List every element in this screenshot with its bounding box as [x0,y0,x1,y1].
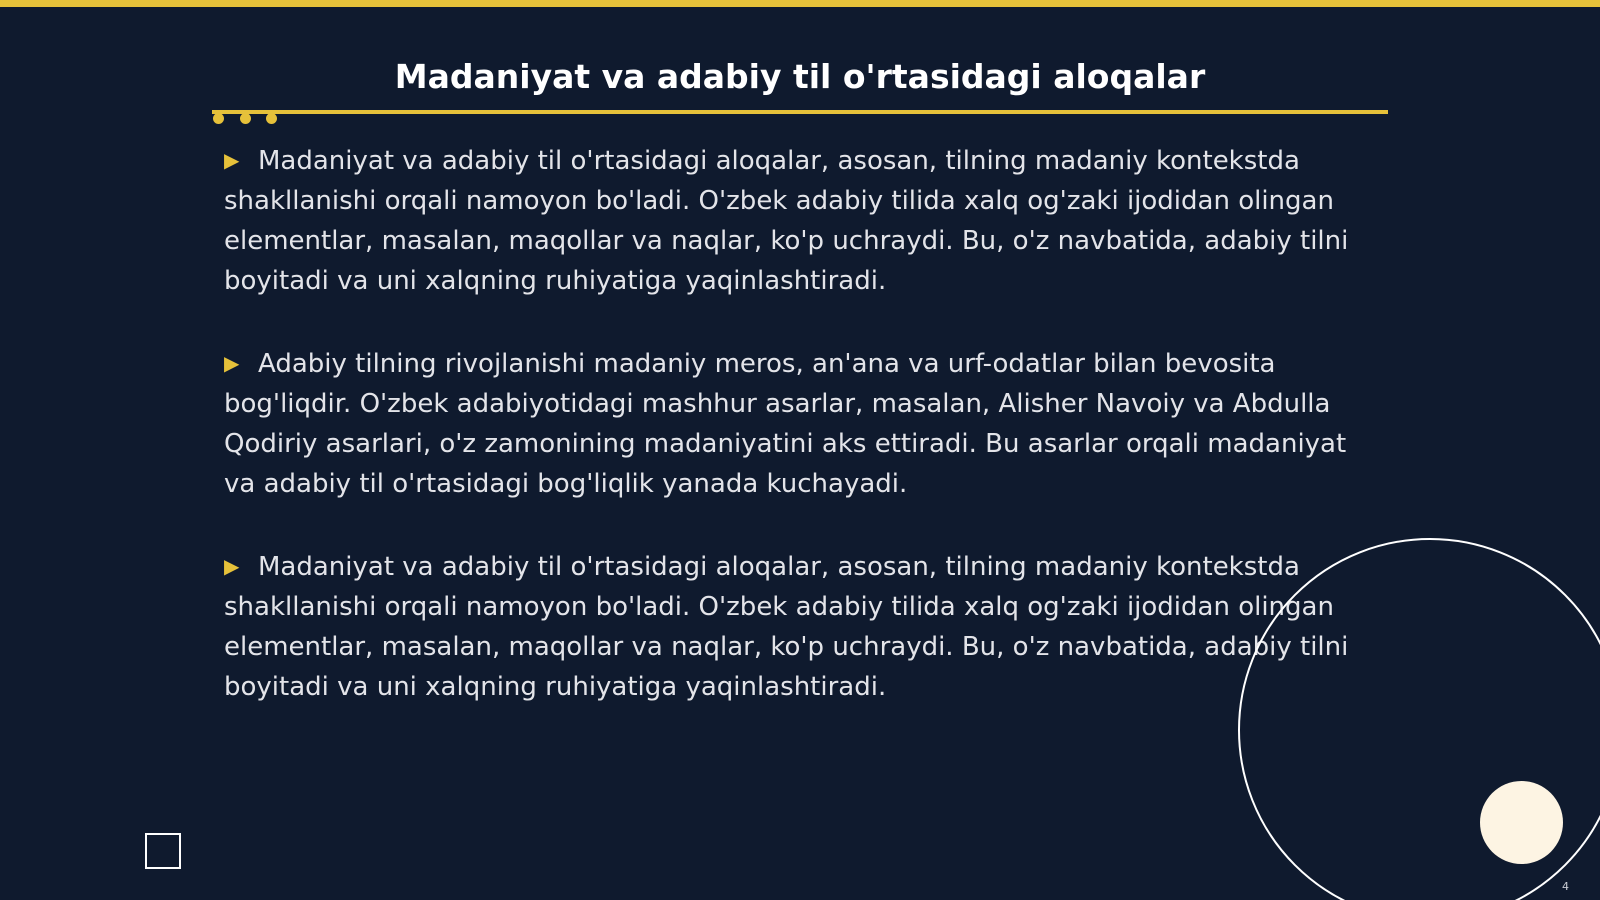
bullet-list [224,140,1384,749]
triangle-bullet-icon: ▶ [224,554,240,578]
slide-title: Madaniyat va adabiy til o'rtasidagi aloqalar [394,57,1206,96]
decorative-dot [213,113,224,124]
bullet-text: Madaniyat va adabiy til o'rtasidagi aloqalar, asosan, tilning madaniy kontekstda shakllanishi orqali namoyon bo'ladi. O'zbek adabiy tilida xalq og'zaki ijodidan olingan elementlar, masalan, maqollar va naqlar, ko'p uchraydi. Bu, o'z navbatida, adabiy tilni boyitadi va uni xalqning ruhiyatiga yaqinlashtiradi. [224,146,1349,296]
triangle-bullet-icon: ▶ [224,148,240,172]
bullet-text: Madaniyat va adabiy til o'rtasidagi aloqalar, asosan, tilning madaniy kontekstda shakllanishi orqali namoyon bo'ladi. O'zbek adabiy tilida xalq og'zaki ijodidan olingan elementlar, masalan, maqollar va naqlar, ko'p uchraydi. Bu, o'z navbatida, adabiy tilni boyitadi va uni xalqning ruhiyatiga yaqinlashtiradi. [224,552,1349,702]
decorative-circle-filled [1480,781,1563,864]
bullet-item [224,140,1384,301]
page-number: 4 [1562,880,1569,893]
decorative-dot [266,113,277,124]
decorative-dot [240,113,251,124]
bullet-text: Adabiy tilning rivojlanishi madaniy meros, an'ana va urf-odatlar bilan bevosita bog'liqdir. O'zbek adabiyotidagi mashhur asarlar, masalan, Alisher Navoiy va Abdulla Qodiriy asarlari, o'z zamonining madaniyatini aks ettiradi. Bu asarlar orqali madaniyat va adabiy til o'rtasidagi bog'liqlik yanada kuchayadi. [224,349,1347,499]
top-accent-bar [0,0,1600,7]
bullet-item [224,343,1384,504]
bullet-item [224,546,1384,707]
decorative-square-outline [145,833,181,869]
triangle-bullet-icon: ▶ [224,351,240,375]
title-underline [212,110,1388,114]
